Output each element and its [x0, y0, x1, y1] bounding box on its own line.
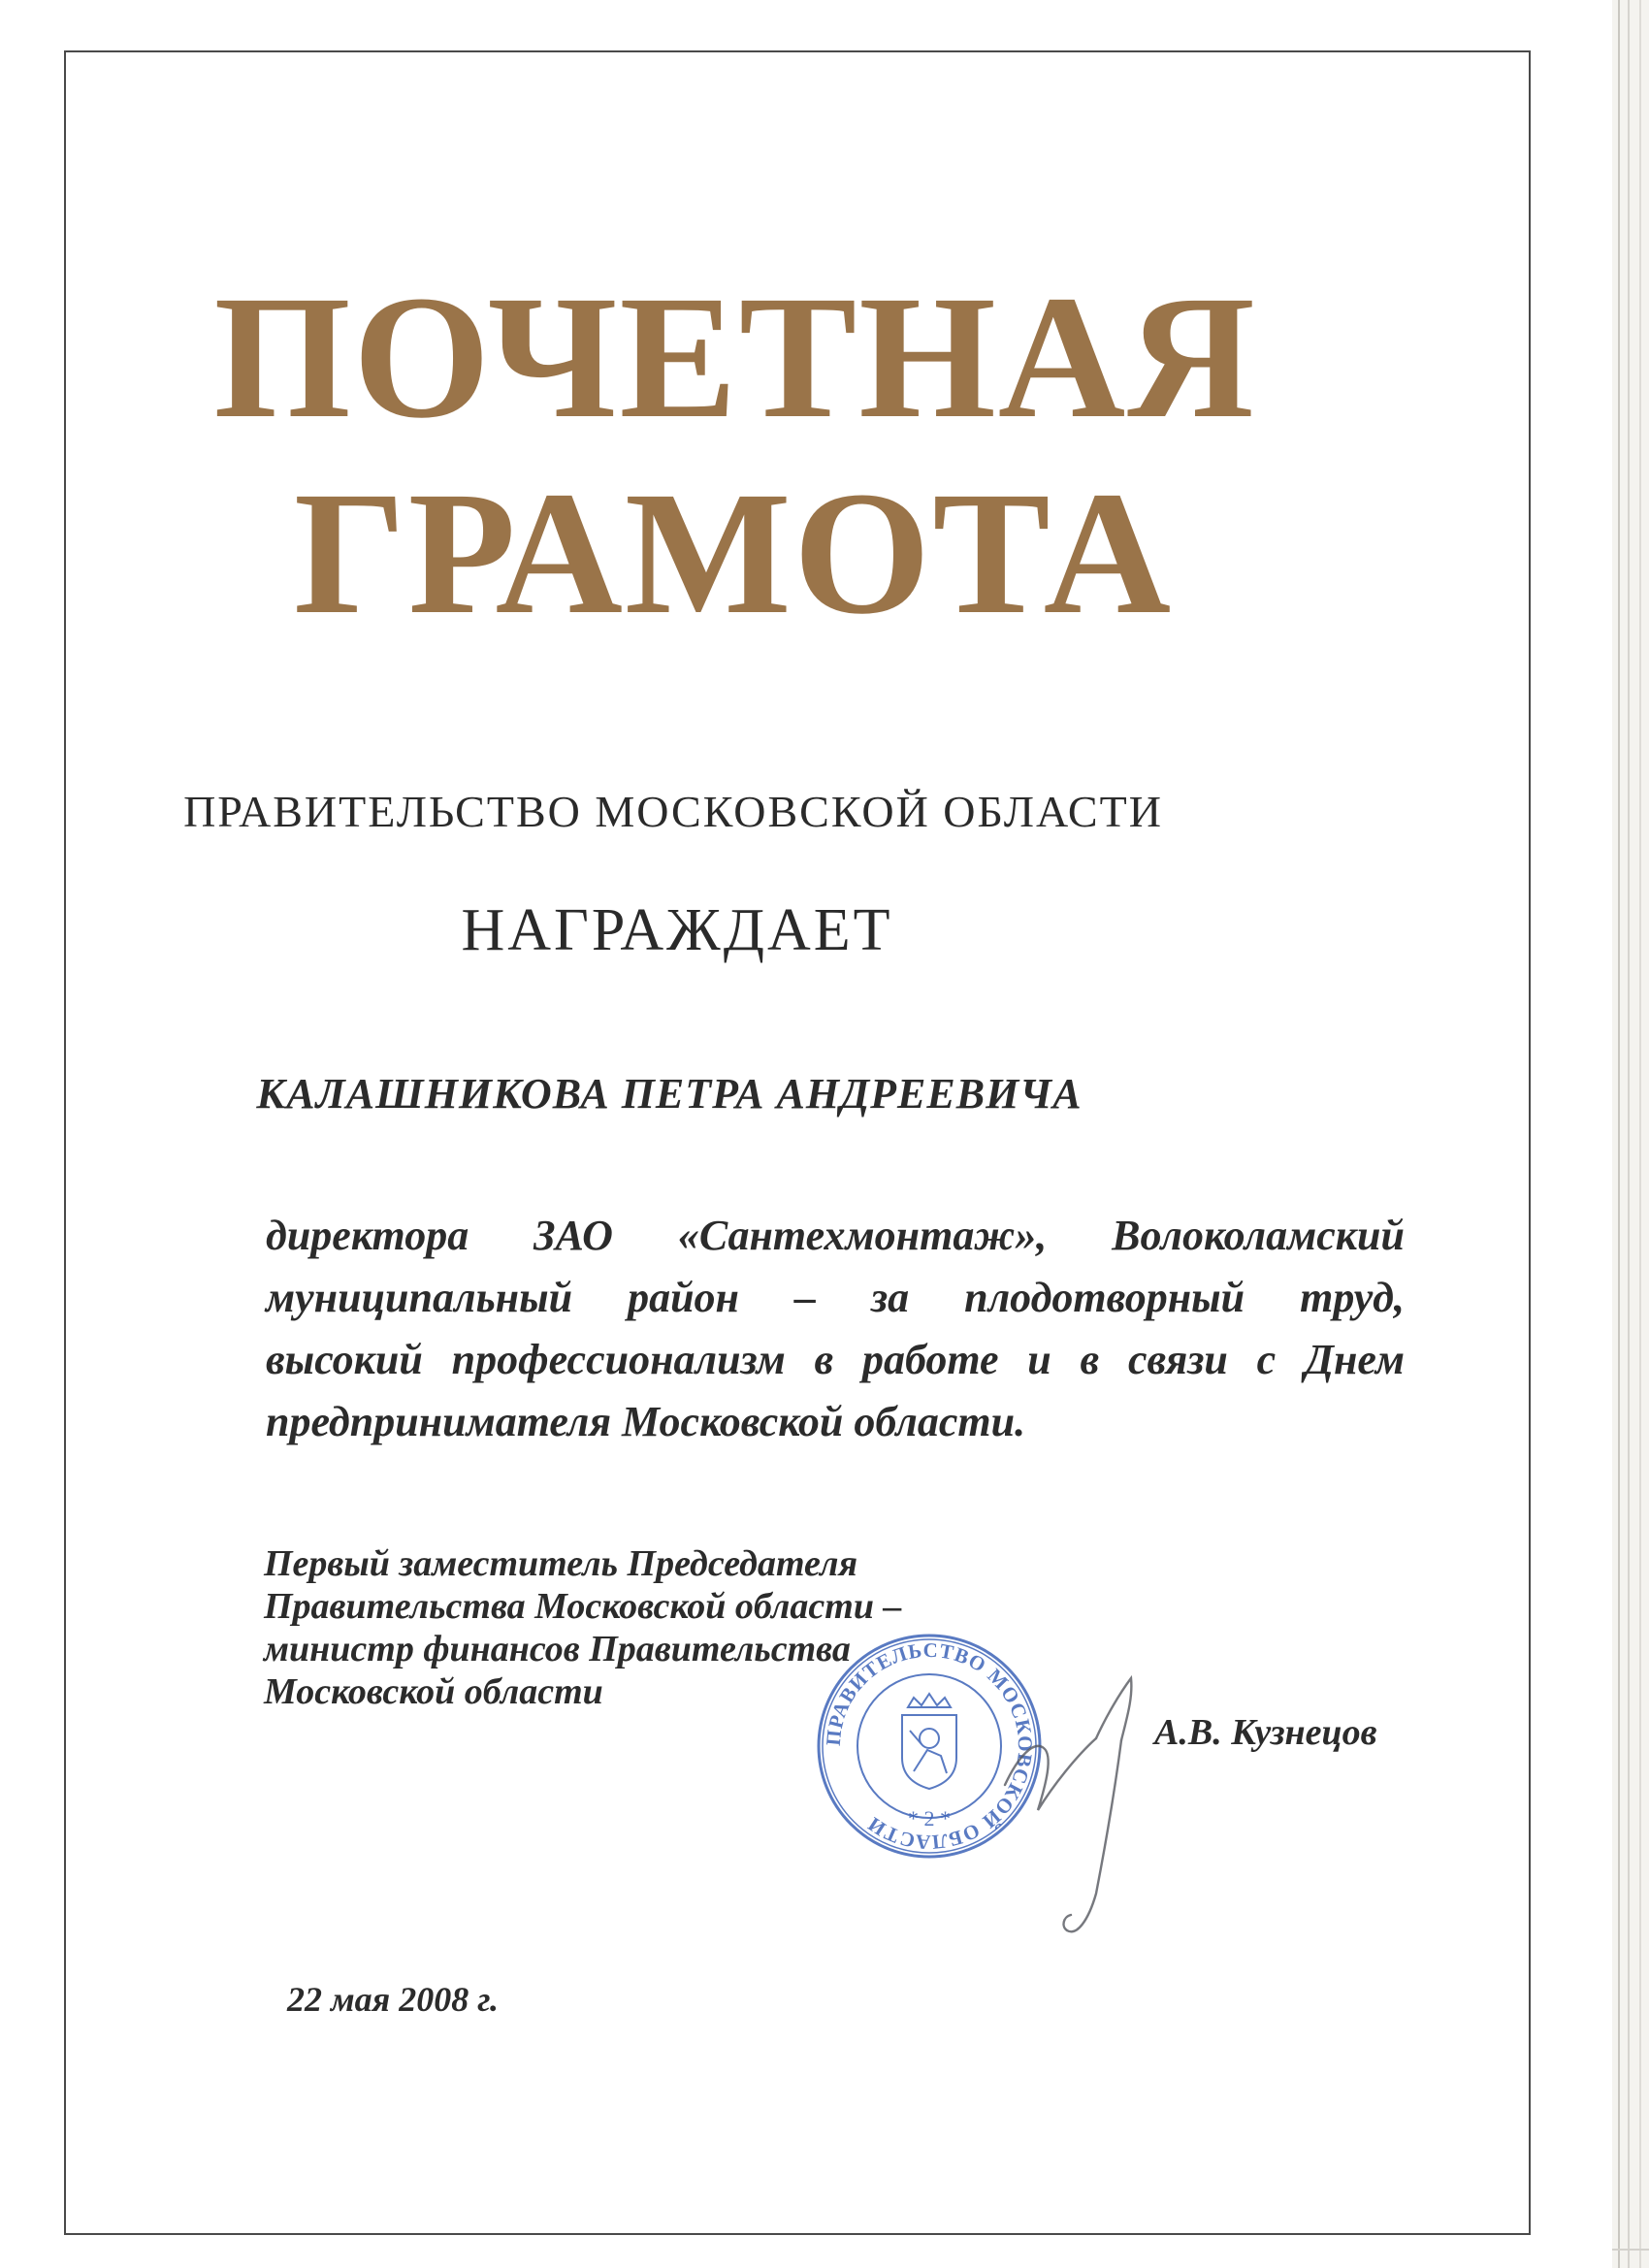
citation-line: муниципальный район – за плодотворный труд,: [266, 1274, 1405, 1321]
awards-verb: НАГРАЖДАЕТ: [461, 897, 893, 963]
signer-name: А.В. Кузнецов: [1154, 1712, 1377, 1753]
signature-icon: [960, 1639, 1222, 1960]
signer-title-line: Правительства Московской области –: [264, 1586, 902, 1627]
recipient-name: КАЛАШНИКОВА ПЕТРА АНДРЕЕВИЧА: [256, 1070, 1083, 1118]
seal-text: ПРАВИТЕЛЬСТВО МОСКОВСКОЙ ОБЛАСТИ: [821, 1637, 1038, 1855]
signer-title-line: Московской области: [264, 1671, 603, 1712]
seal-number: * 2 *: [908, 1806, 951, 1831]
signer-title-line: Первый заместитель Председателя: [264, 1543, 858, 1584]
issue-date: 22 мая 2008 г.: [287, 1980, 500, 2019]
paper-edge: [1618, 0, 1620, 2268]
signer-title: [264, 1542, 901, 1713]
citation-line: директора ЗАО «Сантехмонтаж», Волоколамский: [266, 1212, 1405, 1259]
paper-edge: [1639, 0, 1641, 2268]
citation-line: высокий профессионализм в работе и в связи с Днем: [266, 1336, 1405, 1383]
title-line-1: ПОЧЕТНАЯ: [213, 260, 1257, 455]
issuer: ПРАВИТЕЛЬСТВО МОСКОВСКОЙ ОБЛАСТИ: [183, 787, 1163, 836]
title-line-2: ГРАМОТА: [293, 456, 1174, 651]
paper-edge: [1628, 0, 1630, 2268]
citation-line: предпринимателя Московской области.: [266, 1398, 1026, 1445]
signer-title-line: министр финансов Правительства: [264, 1629, 851, 1669]
citation: [266, 1205, 1405, 1453]
